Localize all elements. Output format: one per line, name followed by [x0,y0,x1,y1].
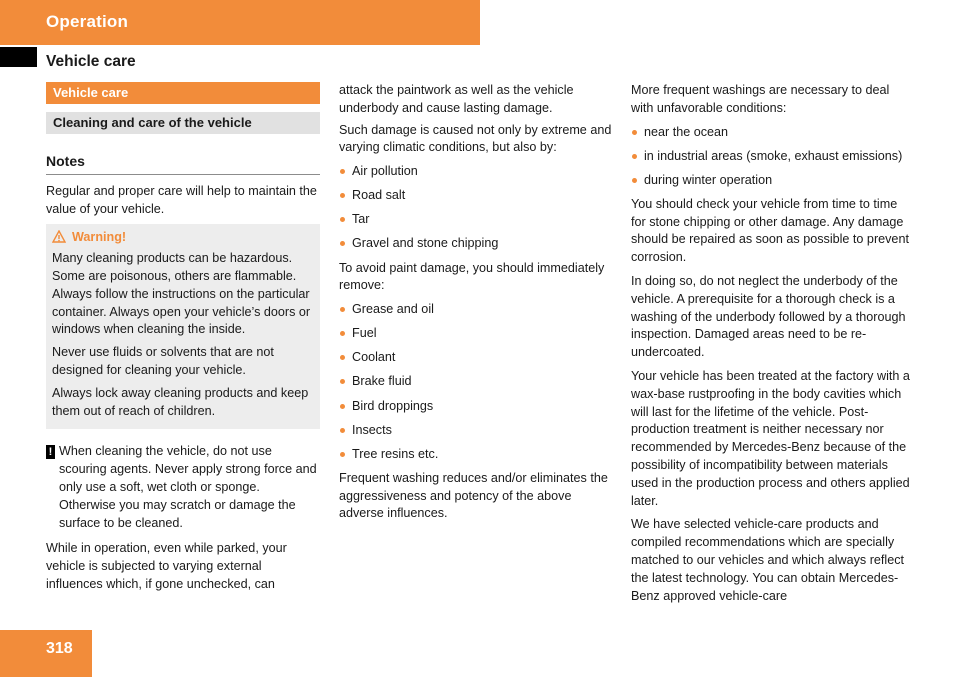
warning-triangle-icon [52,230,66,243]
list-item: Air pollution [339,163,616,181]
conditions-list [631,124,911,190]
warning-paragraph-3: Always lock away cleaning products and keep them out of reach of children. [52,385,309,418]
bullet-icon [632,178,637,183]
list-item: Brake fluid [339,373,616,391]
column-1 [46,82,320,600]
bullet-icon [340,452,345,457]
bullet-icon [340,404,345,409]
paragraph-check-vehicle: You should check your vehicle from time to time for stone chipping or other damage. Any damage should be repaired as soon as possible to prevent corrosion. [631,196,909,265]
paragraph-remove: To avoid paint damage, you should immediately remove: [339,260,605,293]
paragraph-washing: Frequent washing reduces and/or eliminates the aggressiveness and potency of the above adverse influences. [339,470,608,521]
operation-paragraph: While in operation, even while parked, your vehicle is subjected to varying external influences which, if gone unchecked, can [46,541,287,591]
bullet-icon [340,169,345,174]
intro-paragraph: Regular and proper care will help to maintain the value of your vehicle. [46,183,317,216]
bullet-icon [632,154,637,159]
bullet-icon [340,241,345,246]
topic-bar-vehicle-care: Vehicle care [46,82,320,104]
list-item: Bird droppings [339,398,616,416]
column-2 [339,82,616,529]
list-item: near the ocean [631,124,911,142]
bullet-icon [340,217,345,222]
topic-bar-cleaning: Cleaning and care of the vehicle [46,112,320,134]
caution-text: When cleaning the vehicle, do not use scouring agents. Never apply strong force and only use a soft, wet cloth or sponge. Otherwise you may scratch or damage the surface to be cleaned. [59,444,317,530]
section-title: Operation [46,12,129,31]
list-item: Tar [339,211,616,229]
exclamation-icon: ! [46,445,55,459]
bullet-icon [632,130,637,135]
column-3 [631,82,911,611]
warning-title [72,229,314,247]
list-item: Gravel and stone chipping [339,235,616,253]
paragraph-frequent-washing: More frequent washings are necessary to deal with unfavorable conditions: [631,83,890,115]
warning-paragraph-2: Never use fluids or solvents that are not designed for cleaning your vehicle. [52,345,274,377]
paragraph-care-products: We have selected vehicle-care products and compiled recommendations which are specially matched to our vehicles and which always reflect the latest technology. You can obtain Mercedes-Benz approved vehicle-care [631,517,904,603]
warning-title-text: Warning! [72,230,127,245]
bullet-icon [340,355,345,360]
list-item: Coolant [339,349,616,367]
paragraph-damage-causes: Such damage is caused not only by extreme and varying climatic conditions, but also by: [339,122,612,155]
bullet-icon [340,379,345,384]
list-item: Fuel [339,325,616,343]
header-bar [0,0,480,45]
list-item: Tree resins etc. [339,446,616,464]
list-item: Road salt [339,187,616,205]
page-number-box [0,630,92,677]
caution-note [46,443,320,532]
list-item: in industrial areas (smoke, exhaust emissions) [631,148,911,166]
bullet-icon [340,331,345,336]
page-number: 318 [46,640,73,657]
list-item: Insects [339,422,616,440]
notes-heading: Notes [46,153,320,175]
bullet-icon [340,428,345,433]
list-item: Grease and oil [339,301,616,319]
remove-list [339,301,616,463]
subsection-title: Vehicle care [46,53,136,70]
section-tab-marker [0,47,37,67]
list-item: during winter operation [631,172,911,190]
warning-paragraph-1: Many cleaning products can be hazardous. Some are poisonous, others are flammable. Always follow the instructions on the particular container. Always open your vehicle’s doors or windows when cleaning the inside. [52,251,311,337]
paragraph-damage-continuation: attack the paintwork as well as the vehicle underbody and cause lasting damage. [339,83,574,115]
paragraph-rustproofing: Your vehicle has been treated at the factory with a wax-base rustproofing in the body cavities which will last for the lifetime of the vehicle. Post-production treatment is neither necessary nor recommended by Mercedes-Benz because of the possibility of incompatibility between materials used in the production process and others applied later. [631,369,910,508]
warning-box [46,224,320,429]
causes-list [339,163,616,253]
paragraph-underbody: In doing so, do not neglect the underbody of the vehicle. A prerequisite for a thorough check is a washing of the underbody followed by a thorough inspection. Damaged areas need to be re-undercoated. [631,274,906,360]
bullet-icon [340,193,345,198]
bullet-icon [340,307,345,312]
